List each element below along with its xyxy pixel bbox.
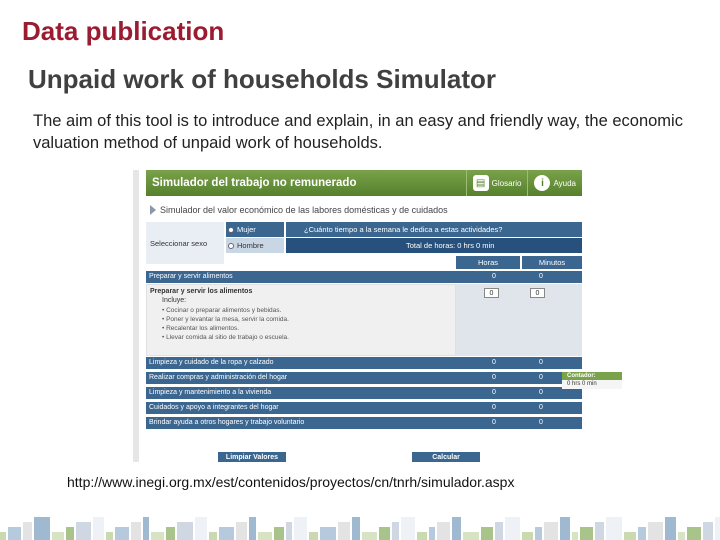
activity-hours: 0	[492, 389, 496, 396]
stripe-segment	[648, 522, 663, 540]
stripe-segment	[131, 522, 141, 540]
counter-value: 0 hrs 0 min	[567, 381, 597, 387]
stripe-segment	[535, 527, 542, 540]
activity-hours: 0	[492, 359, 496, 366]
question-bar: ¿Cuánto tiempo a la semana le dedica a estas actividades?	[286, 222, 582, 237]
counter-box	[562, 372, 622, 389]
stripe-segment	[338, 522, 350, 540]
activity-label: Brindar ayuda a otros hogares y trabajo voluntario	[149, 419, 305, 426]
activity-row[interactable]	[146, 357, 582, 369]
stripe-segment	[417, 532, 427, 540]
stripe-segment	[274, 527, 284, 540]
simulator-header	[146, 170, 582, 196]
detail-input-panel	[456, 284, 582, 356]
select-sex-label: Seleccionar sexo	[146, 222, 224, 264]
stripe-segment	[463, 532, 479, 540]
stripe-segment	[151, 532, 164, 540]
stripe-segment	[115, 527, 129, 540]
activity-detail-panel	[146, 284, 456, 356]
stripe-segment	[522, 532, 533, 540]
stripe-segment	[595, 522, 604, 540]
stripe-segment	[638, 527, 646, 540]
stripe-segment	[505, 517, 520, 540]
stripe-segment	[580, 527, 593, 540]
column-header-hours: Horas	[456, 256, 520, 269]
hours-input[interactable]: 0	[484, 288, 499, 298]
calculate-button[interactable]: Calcular	[412, 452, 480, 462]
activity-hours: 0	[492, 404, 496, 411]
stripe-segment	[678, 532, 685, 540]
slide-title: Data publication	[22, 16, 225, 46]
activity-row[interactable]	[146, 271, 582, 283]
stripe-segment	[286, 522, 292, 540]
sex-option-hombre[interactable]	[226, 238, 284, 253]
stripe-segment	[66, 527, 74, 540]
radio-icon	[228, 243, 234, 249]
stripe-segment	[209, 532, 217, 540]
simulator-title: Simulador del trabajo no remunerado	[152, 177, 357, 189]
glossary-button[interactable]	[466, 170, 528, 196]
stripe-segment	[195, 517, 207, 540]
stripe-segment	[166, 527, 175, 540]
total-hours: Total de horas: 0 hrs 0 min	[286, 238, 582, 253]
stripe-segment	[0, 532, 6, 540]
stripe-segment	[362, 532, 377, 540]
stripe-segment	[52, 532, 64, 540]
clear-values-button[interactable]: Limpiar Valores	[218, 452, 286, 462]
list-item: • Poner y levantar la mesa, servir la comida.	[162, 315, 452, 324]
activity-minutes: 0	[539, 273, 543, 280]
help-label: Ayuda	[553, 178, 576, 188]
stripe-segment	[294, 517, 307, 540]
stripe-segment	[401, 517, 415, 540]
activity-row[interactable]	[146, 417, 582, 429]
stripe-segment	[258, 532, 272, 540]
slide-subtitle: Unpaid work of households Simulator	[28, 64, 497, 94]
list-item: • Recalentar los alimentos.	[162, 324, 452, 333]
stripe-segment	[352, 517, 360, 540]
triangle-right-icon	[150, 205, 156, 215]
stripe-segment	[572, 532, 578, 540]
stripe-segment	[379, 527, 390, 540]
sex-option-label: Hombre	[237, 241, 264, 250]
stripe-segment	[452, 517, 461, 540]
screenshot-edge	[133, 170, 139, 462]
activity-hours: 0	[492, 419, 496, 426]
stripe-segment	[606, 517, 622, 540]
activity-label: Cuidados y apoyo a integrantes del hogar	[149, 404, 279, 411]
detail-title: Preparar y servir los alimentos	[150, 288, 253, 295]
activity-minutes: 0	[539, 359, 543, 366]
stripe-segment	[34, 517, 50, 540]
help-button[interactable]	[527, 170, 582, 196]
stripe-segment	[93, 517, 104, 540]
decorative-footer-stripe	[0, 512, 720, 540]
stripe-segment	[8, 527, 21, 540]
activity-minutes: 0	[539, 374, 543, 381]
stripe-segment	[481, 527, 493, 540]
activity-label: Preparar y servir alimentos	[149, 273, 233, 280]
simulator-subtitle-text: Simulador del valor económico de las labores domésticas y de cuidados	[160, 205, 448, 215]
stripe-segment	[665, 517, 676, 540]
minutes-input[interactable]: 0	[530, 288, 545, 298]
stripe-segment	[143, 517, 149, 540]
includes-list	[162, 306, 452, 342]
stripe-segment	[560, 517, 570, 540]
glossary-label: Glosario	[491, 178, 522, 188]
activity-hours: 0	[492, 273, 496, 280]
stripe-segment	[437, 522, 450, 540]
simulator-subtitle	[150, 205, 448, 215]
activity-row[interactable]	[146, 387, 582, 399]
stripe-segment	[106, 532, 113, 540]
simulator-url-link[interactable]: http://www.inegi.org.mx/est/contenidos/proyectos/cn/tnrh/simulador.aspx	[67, 474, 515, 490]
radio-icon	[228, 227, 234, 233]
stripe-segment	[687, 527, 701, 540]
activity-hours: 0	[492, 374, 496, 381]
stripe-segment	[177, 522, 193, 540]
slide-description: The aim of this tool is to introduce and explain, in an easy and friendly way, the economic valuation method of unpaid work of households.	[33, 112, 683, 152]
list-item: • Cocinar o preparar alimentos y bebidas.	[162, 306, 452, 315]
stripe-segment	[23, 522, 32, 540]
includes-title: Incluye:	[162, 297, 187, 304]
stripe-segment	[219, 527, 234, 540]
stripe-segment	[309, 532, 318, 540]
simulator-screenshot	[146, 170, 582, 462]
info-icon: i	[534, 175, 550, 191]
activity-minutes: 0	[539, 389, 543, 396]
stripe-segment	[249, 517, 256, 540]
column-header-minutes: Minutos	[522, 256, 582, 269]
book-icon: ▤	[473, 175, 489, 191]
stripe-segment	[495, 522, 503, 540]
activity-row[interactable]	[146, 372, 582, 384]
stripe-segment	[703, 522, 713, 540]
sex-option-mujer[interactable]	[226, 222, 284, 237]
sex-option-label: Mujer	[237, 225, 256, 234]
stripe-segment	[544, 522, 558, 540]
activity-label: Limpieza y mantenimiento a la vivienda	[149, 389, 272, 396]
stripe-segment	[236, 522, 247, 540]
activity-row[interactable]	[146, 402, 582, 414]
stripe-segment	[429, 527, 435, 540]
activity-minutes: 0	[539, 404, 543, 411]
activity-minutes: 0	[539, 419, 543, 426]
stripe-segment	[715, 517, 720, 540]
counter-label: Contador:	[562, 372, 622, 380]
stripe-segment	[392, 522, 399, 540]
stripe-segment	[624, 532, 636, 540]
activity-label: Limpieza y cuidado de la ropa y calzado	[149, 359, 274, 366]
list-item: • Llevar comida al sitio de trabajo o escuela.	[162, 333, 452, 342]
stripe-segment	[76, 522, 91, 540]
stripe-segment	[320, 527, 336, 540]
activity-label: Realizar compras y administración del hogar	[149, 374, 288, 381]
